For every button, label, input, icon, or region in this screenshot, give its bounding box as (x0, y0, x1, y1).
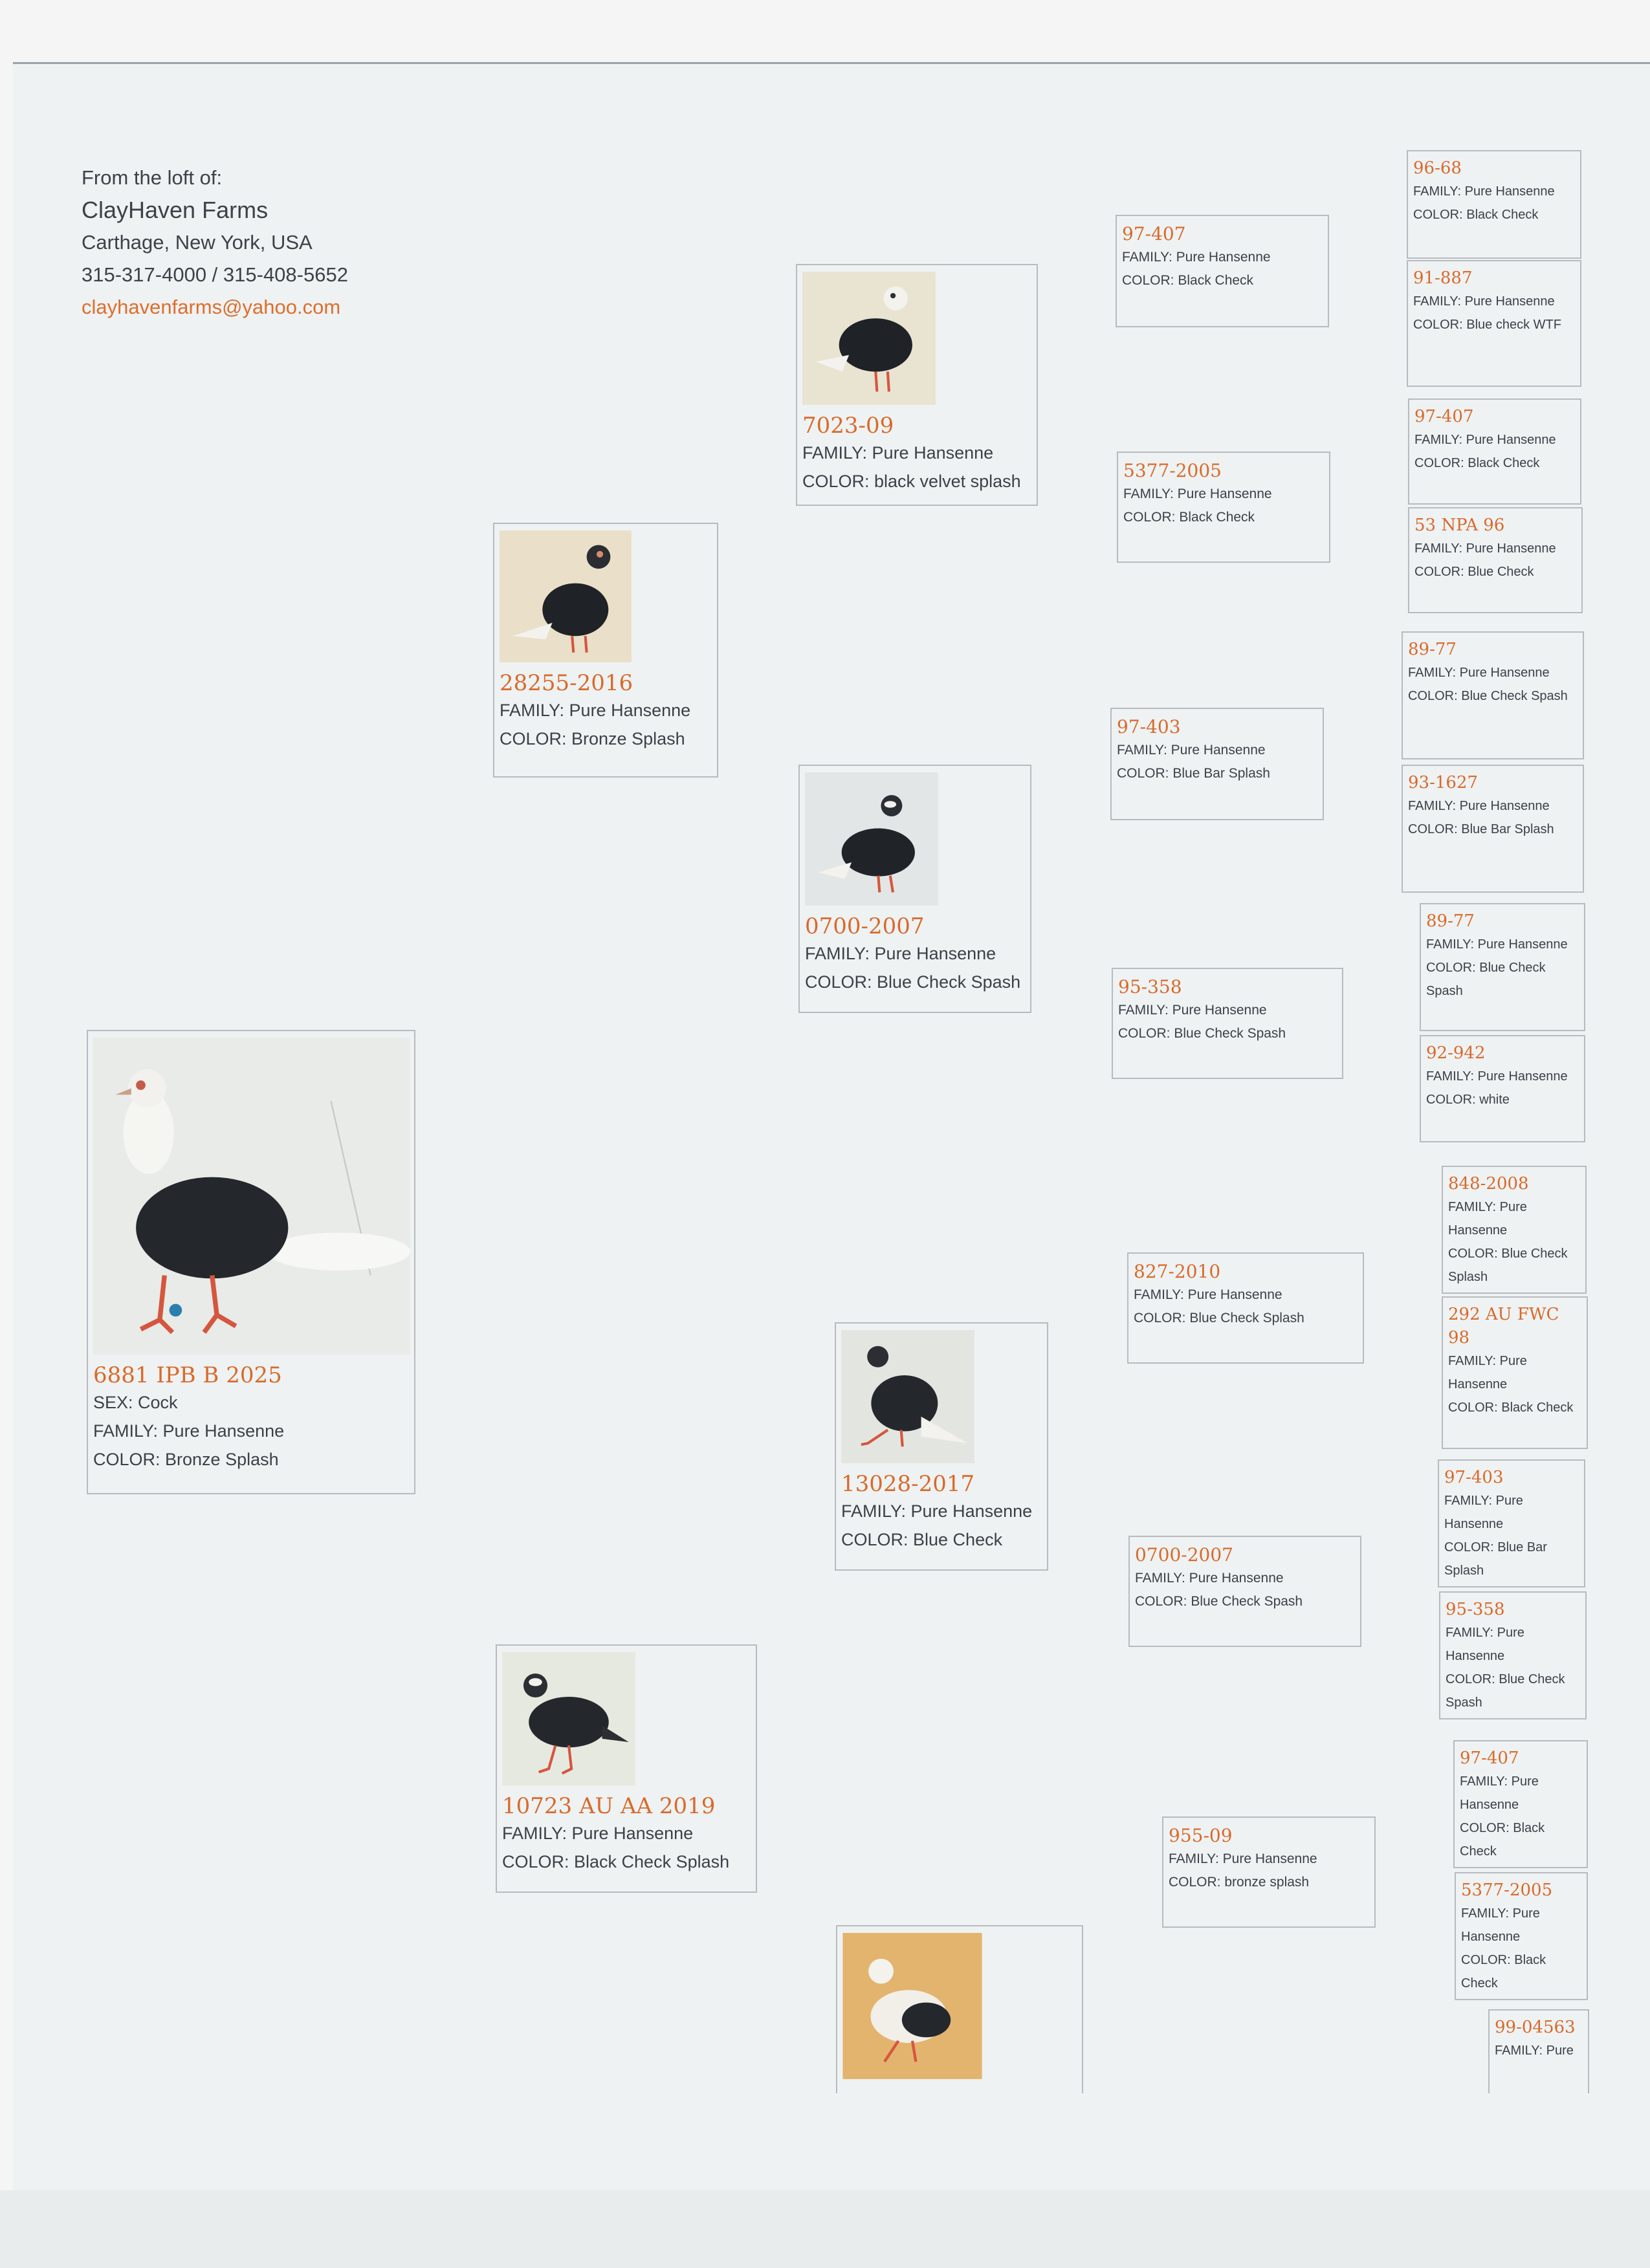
gggp-card-4 (1408, 507, 1583, 613)
gggp-card-2 (1407, 260, 1581, 387)
gggp-5-band: 89-77 (1408, 640, 1457, 659)
gggp-15-family: FAMILY: Pure (1495, 2044, 1574, 2058)
ggp-3-color: COLOR: Blue Bar Splash (1117, 766, 1270, 781)
gggp-11-band: 97-403 (1444, 1468, 1504, 1487)
dam-photo (502, 1652, 635, 1785)
gggp-13-color: COLOR: Black Check (1460, 1821, 1545, 1859)
gggp-12-band: 95-358 (1446, 1600, 1505, 1619)
ggp-6-color: COLOR: Blue Check Spash (1135, 1594, 1303, 1609)
ggp-card-7 (1162, 1816, 1376, 1928)
gggp-10-band: 292 AU FWC 98 (1448, 1305, 1559, 1347)
dam-color: COLOR: Black Check Splash (502, 1852, 730, 1871)
ggp-3-band: 97-403 (1117, 716, 1181, 737)
dam-family: FAMILY: Pure Hansenne (502, 1824, 694, 1843)
ggp-1-band: 97-407 (1122, 223, 1186, 245)
gggp-card-5 (1402, 631, 1584, 759)
ggp-2-family: FAMILY: Pure Hansenne (1123, 486, 1272, 501)
sire-color: COLOR: Bronze Splash (500, 729, 685, 748)
gggp-card-7 (1420, 903, 1585, 1031)
gggp-8-color: COLOR: white (1426, 1093, 1510, 1107)
scan-margin (0, 2190, 1650, 2268)
ggp-card-2 (1117, 452, 1330, 563)
gggp-9-band: 848-2008 (1448, 1174, 1529, 1194)
ggp-1-family: FAMILY: Pure Hansenne (1122, 250, 1271, 265)
dam-dam-card (836, 1925, 1083, 2093)
subject-family: FAMILY: Pure Hansenne (93, 1421, 285, 1441)
gggp-7-family: FAMILY: Pure Hansenne (1426, 937, 1568, 952)
gggp-4-family: FAMILY: Pure Hansenne (1414, 541, 1556, 556)
subject-color: COLOR: Bronze Splash (93, 1450, 279, 1469)
subject-photo (93, 1038, 410, 1355)
gggp-card-12 (1439, 1591, 1587, 1719)
gggp-7-band: 89-77 (1426, 911, 1475, 931)
gggp-15-band: 99-04563 (1495, 2018, 1576, 2037)
ggp-5-color: COLOR: Blue Check Splash (1134, 1311, 1304, 1325)
sire-sire-family: FAMILY: Pure Hansenne (802, 443, 994, 463)
gggp-13-band: 97-407 (1460, 1749, 1519, 1768)
ggp-5-band: 827-2010 (1134, 1261, 1221, 1282)
gggp-1-color: COLOR: Black Check (1413, 208, 1539, 222)
loft-header (82, 162, 348, 323)
gggp-5-color: COLOR: Blue Check Spash (1408, 689, 1568, 703)
dam-dam-photo (842, 1933, 982, 2079)
farm-name: ClayHaven Farms (82, 197, 269, 223)
gggp-9-color: COLOR: Blue Check Splash (1448, 1247, 1568, 1284)
subject-sex: SEX: Cock (93, 1393, 178, 1412)
sire-sire-band: 7023-09 (802, 413, 894, 439)
sire-sire-photo (802, 272, 936, 405)
gggp-10-color: COLOR: Black Check (1448, 1401, 1574, 1415)
gggp-1-band: 96-68 (1413, 158, 1462, 178)
gggp-card-15 (1488, 2009, 1589, 2093)
ggp-card-4 (1112, 968, 1343, 1079)
gggp-12-color: COLOR: Blue Check Spash (1446, 1672, 1565, 1710)
gggp-8-band: 92-942 (1426, 1043, 1486, 1063)
gggp-13-family: FAMILY: Pure Hansenne (1460, 1774, 1539, 1812)
ggp-3-family: FAMILY: Pure Hansenne (1117, 743, 1266, 758)
gggp-4-band: 53 NPA 96 (1414, 516, 1505, 535)
ggp-1-color: COLOR: Black Check (1122, 273, 1254, 288)
gggp-2-family: FAMILY: Pure Hansenne (1413, 294, 1555, 309)
dam-band: 10723 AU AA 2019 (502, 1793, 716, 1819)
ggp-6-family: FAMILY: Pure Hansenne (1135, 1571, 1284, 1586)
gggp-7-color: COLOR: Blue Check Spash (1426, 961, 1546, 998)
ggp-6-band: 0700-2007 (1135, 1544, 1233, 1565)
sire-card (493, 523, 718, 778)
farm-phones: 315-317-4000 / 315-408-5652 (82, 263, 348, 286)
gggp-6-color: COLOR: Blue Bar Splash (1408, 822, 1554, 836)
gggp-card-14 (1455, 1872, 1588, 2000)
gggp-8-family: FAMILY: Pure Hansenne (1426, 1069, 1568, 1084)
farm-location: Carthage, New York, USA (82, 231, 313, 254)
sire-sire-color: COLOR: black velvet splash (802, 472, 1021, 491)
ggp-card-1 (1116, 215, 1329, 327)
gggp-6-band: 93-1627 (1408, 773, 1479, 792)
sire-dam-photo (805, 772, 938, 906)
ggp-4-color: COLOR: Blue Check Spash (1118, 1026, 1286, 1041)
sire-dam-color: COLOR: Blue Check Spash (805, 972, 1021, 992)
ggp-4-band: 95-358 (1118, 976, 1182, 998)
subject-card (87, 1030, 415, 1494)
ggp-7-band: 955-09 (1169, 1825, 1233, 1846)
ggp-4-family: FAMILY: Pure Hansenne (1118, 1003, 1267, 1018)
gggp-card-3 (1408, 398, 1581, 505)
gggp-2-band: 91-887 (1413, 268, 1473, 288)
gggp-card-10 (1442, 1296, 1588, 1449)
sire-photo (500, 530, 632, 662)
gggp-9-family: FAMILY: Pure Hansenne (1448, 1200, 1527, 1238)
sire-family: FAMILY: Pure Hansenne (500, 701, 691, 720)
gggp-11-color: COLOR: Blue Bar Splash (1444, 1540, 1547, 1578)
gggp-14-family: FAMILY: Pure Hansenne (1461, 1906, 1540, 1944)
ggp-card-5 (1127, 1252, 1364, 1364)
dam-sire-family: FAMILY: Pure Hansenne (841, 1501, 1033, 1521)
gggp-5-family: FAMILY: Pure Hansenne (1408, 666, 1550, 680)
sire-sire-card (796, 264, 1038, 506)
gggp-14-band: 5377-2005 (1461, 1881, 1553, 1900)
ggp-card-3 (1110, 708, 1324, 820)
gggp-3-color: COLOR: Black Check (1414, 456, 1540, 470)
gggp-10-family: FAMILY: Pure Hansenne (1448, 1354, 1527, 1391)
gggp-2-color: COLOR: Blue check WTF (1413, 318, 1561, 332)
sire-band: 28255-2016 (500, 670, 633, 696)
gggp-3-band: 97-407 (1414, 407, 1474, 426)
subject-band: 6881 IPB B 2025 (93, 1362, 282, 1388)
sire-dam-family: FAMILY: Pure Hansenne (805, 944, 996, 963)
gggp-11-family: FAMILY: Pure Hansenne (1444, 1494, 1523, 1531)
ggp-5-family: FAMILY: Pure Hansenne (1134, 1287, 1282, 1302)
dam-sire-color: COLOR: Blue Check (841, 1530, 1003, 1549)
gggp-6-family: FAMILY: Pure Hansenne (1408, 799, 1550, 813)
ggp-card-6 (1128, 1536, 1361, 1647)
gggp-card-1 (1407, 150, 1581, 259)
gggp-14-color: COLOR: Black Check (1461, 1953, 1546, 1990)
ggp-7-color: COLOR: bronze splash (1169, 1875, 1310, 1890)
gggp-12-family: FAMILY: Pure Hansenne (1446, 1626, 1524, 1663)
farm-email-link[interactable]: clayhavenfarms@yahoo.com (82, 296, 341, 318)
gggp-card-11 (1438, 1459, 1585, 1587)
from-label: From the loft of: (82, 166, 223, 189)
gggp-card-9 (1442, 1166, 1587, 1294)
sire-dam-band: 0700-2007 (805, 913, 925, 939)
gggp-card-6 (1402, 765, 1584, 893)
gggp-3-family: FAMILY: Pure Hansenne (1414, 433, 1556, 447)
dam-card (496, 1644, 757, 1893)
gggp-card-13 (1453, 1740, 1588, 1868)
gggp-1-family: FAMILY: Pure Hansenne (1413, 184, 1555, 199)
ggp-7-family: FAMILY: Pure Hansenne (1169, 1851, 1317, 1866)
sire-dam-card (798, 765, 1031, 1013)
ggp-2-band: 5377-2005 (1123, 460, 1222, 481)
ggp-2-color: COLOR: Black Check (1123, 510, 1255, 525)
dam-sire-band: 13028-2017 (841, 1471, 975, 1497)
dam-sire-photo (841, 1330, 974, 1463)
gggp-4-color: COLOR: Blue Check (1414, 565, 1534, 579)
dam-sire-card (835, 1322, 1048, 1571)
gggp-card-8 (1420, 1035, 1585, 1142)
